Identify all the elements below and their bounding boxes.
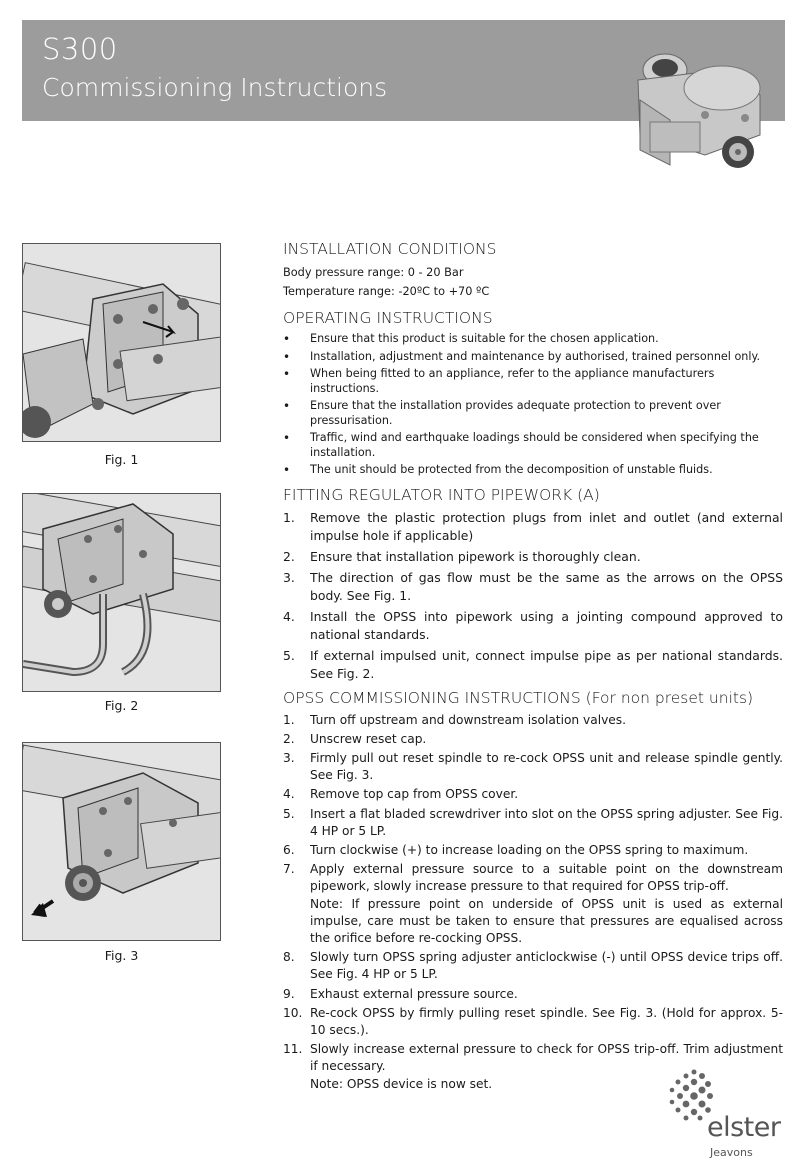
figure-1-caption: Fig. 1 [104,452,139,467]
list-item [283,986,783,1003]
step-text: Apply external pressure source to a suitable point on the downstream pipework, slowly increase pressure to that required for OPSS trip-off. [310,862,783,894]
list-item [283,731,783,748]
step-number: 1. [283,712,295,727]
step-text: Slowly turn OPSS spring adjuster anticlockwise (-) until OPSS device trips off. See Fig. 4 HP or 5 LP. [310,950,783,982]
list-item: • Traffic, wind and earthquake loadings should be considered when specifying the installation. [283,431,783,460]
instructions-column [283,240,783,1095]
list-item: • The unit should be protected from the decomposition of unstable fluids. [283,463,783,478]
list-item [283,786,783,803]
step-text: The direction of gas flow must be the same as the arrows on the OPSS body. See Fig. 1. [310,569,783,603]
step-text: Remove top cap from OPSS cover. [310,787,519,802]
step-note: Note: If pressure point on underside of OPSS unit is used as external impulse, care must be taken to ensure that pressures are equalised across the orifice before re-cocking OPSS. [310,896,783,945]
step-number: 8. [283,950,295,965]
step-number: 1. [283,509,295,525]
list-item [283,842,783,859]
step-number: 5. [283,806,295,821]
list-item [283,861,783,947]
step-number: 6. [283,842,295,857]
step-number: 10. [283,1005,303,1020]
list-item [283,569,783,605]
commissioning-heading: OPSS COMMISSIONING INSTRUCTIONS (For non preset units) [283,688,754,707]
step-number: 11. [283,1042,303,1057]
list-item [283,509,783,545]
installation-line: Temperature range: -20ºC to +70 ºC [283,285,490,298]
list-item [283,949,783,983]
step-text: Exhaust external pressure source. [310,986,518,1001]
list-item [283,712,783,729]
list-item [283,647,783,683]
logo-subbrand: Jeavons [710,1146,753,1159]
step-text: Re-cock OPSS by firmly pulling reset spindle. See Fig. 3. (Hold for approx. 5-10 secs.). [310,1005,783,1037]
list-item: • Ensure that this product is suitable for the chosen application. [283,332,783,347]
step-number: 7. [283,862,295,877]
operating-list [283,332,783,478]
step-number: 4. [283,608,295,624]
installation-heading: INSTALLATION CONDITIONS [283,240,497,258]
list-item [283,548,783,566]
step-text: Ensure that installation pipework is thoroughly clean. [310,548,641,564]
logo-brand: elster [707,1112,781,1143]
step-text: Install the OPSS into pipework using a jointing compound approved to national standards. [310,608,783,642]
list-item: • Installation, adjustment and maintenance by authorised, trained personnel only. [283,350,783,365]
figure-2-caption: Fig. 2 [104,698,139,713]
step-text: Slowly increase external pressure to check for OPSS trip-off. Trim adjustment if necessary. [310,1042,783,1074]
step-number: 5. [283,647,295,663]
step-number: 4. [283,787,295,802]
step-number: 9. [283,986,295,1001]
document-subtitle: Commissioning Instructions [42,73,388,102]
step-text: Turn off upstream and downstream isolation valves. [310,712,627,727]
operating-heading: OPERATING INSTRUCTIONS [283,309,493,327]
list-item [283,750,783,784]
list-item: • When being fitted to an appliance, refer to the appliance manufacturers instructions. [283,367,783,396]
list-item [283,806,783,840]
figure-1-image [22,243,221,442]
step-text: Insert a flat bladed screwdriver into slot on the OPSS spring adjuster. See Fig. 4 HP or 5 LP. [310,806,783,838]
figure-2-image [22,493,221,692]
figure-3-caption: Fig. 3 [104,948,139,963]
step-number: 2. [283,731,295,746]
step-note: Note: OPSS device is now set. [310,1076,493,1091]
installation-line: Body pressure range: 0 - 20 Bar [283,266,464,279]
step-text: Remove the plastic protection plugs from inlet and outlet (and external impulse hole if applicable) [310,509,783,543]
product-photo [610,40,775,180]
step-text: If external impulsed unit, connect impulse pipe as per national standards. See Fig. 2. [310,647,783,681]
list-item: • Ensure that the installation provides adequate protection to prevent over pressurisation. [283,399,783,428]
elster-logo [664,1066,786,1166]
fitting-heading: FITTING REGULATOR INTO PIPEWORK (A) [283,485,600,504]
list-item [283,1005,783,1039]
step-number: 2. [283,548,295,564]
step-text: Turn clockwise (+) to increase loading on the OPSS spring to maximum. [310,842,749,857]
list-item [283,608,783,644]
step-text: Firmly pull out reset spindle to re-cock OPSS unit and release spindle gently. See Fig. 3. [310,750,783,783]
step-number: 3. [283,750,295,765]
document-title: S300 [42,32,118,66]
fitting-steps [283,509,783,683]
step-number: 3. [283,569,295,585]
commissioning-steps [283,712,783,1093]
figure-3-image [22,742,221,941]
step-text: Unscrew reset cap. [310,731,427,746]
